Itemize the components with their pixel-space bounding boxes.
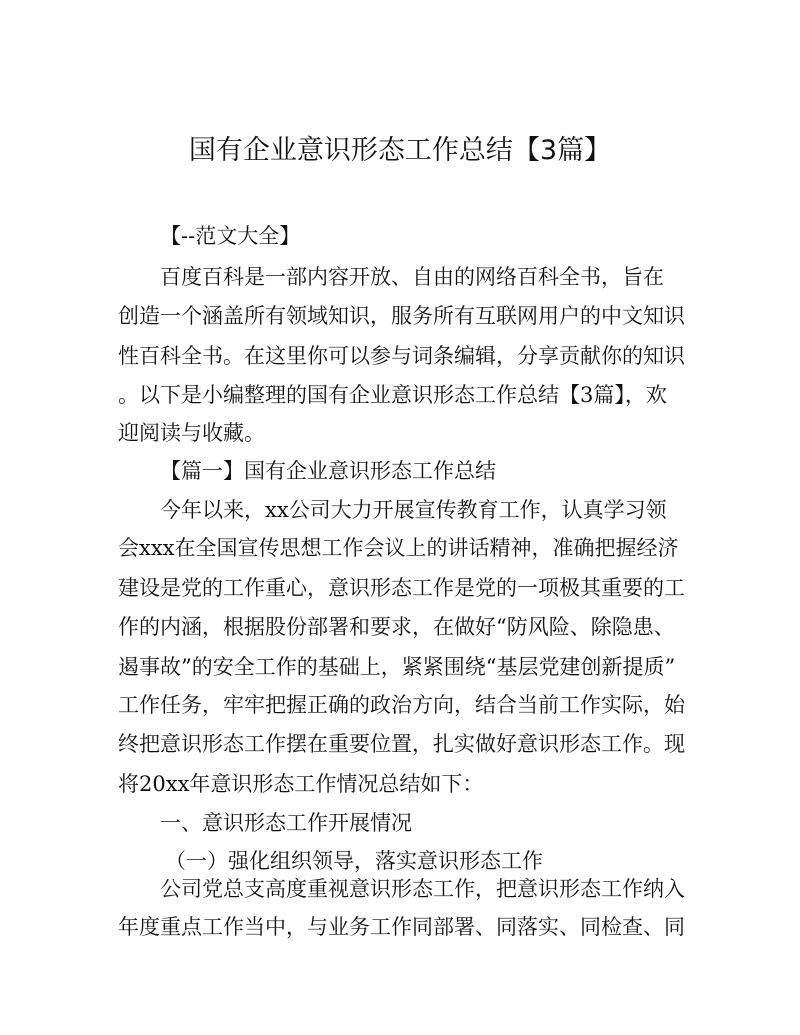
section-heading: 【篇一】国有企业意识形态工作总结 — [160, 459, 496, 483]
body-paragraph-line: 建设是党的工作重心，意识形态工作是党的一项极其重要的工 — [118, 576, 685, 600]
body-paragraph-line: 今年以来，xx公司大力开展宣传教育工作，认真学习领 — [160, 498, 667, 522]
body-paragraph-line: 年度重点工作当中，与业务工作同部署、同落实、同检查、同 — [118, 915, 685, 939]
intro-paragraph-line: 创造一个涵盖所有领域知识，服务所有互联网用户的中文知识 — [118, 304, 685, 328]
subsection-heading: （一）强化组织领导，落实意识形态工作 — [165, 849, 543, 873]
body-paragraph-line: 会xxx在全国宣传思想工作会议上的讲话精神，准确把握经济 — [118, 536, 679, 560]
document-title: 国有企业意识形态工作总结【3篇】 — [188, 135, 612, 166]
intro-paragraph-line: 百度百科是一部内容开放、自由的网络百科全书，旨在 — [160, 265, 664, 289]
category-tag: 【--范文大全】 — [160, 224, 301, 248]
body-paragraph-line: 工作任务，牢牢把握正确的政治方向，结合当前工作实际，始 — [118, 693, 685, 717]
intro-paragraph-line: 迎阅读与收藏。 — [118, 421, 265, 445]
body-paragraph-line: 终把意识形态工作摆在重要位置，扎实做好意识形态工作。现 — [118, 732, 685, 756]
intro-paragraph-line: 。以下是小编整理的国有企业意识形态工作总结【3篇】，欢 — [118, 383, 667, 407]
body-paragraph-line: 公司党总支高度重视意识形态工作，把意识形态工作纳入 — [160, 877, 685, 901]
intro-paragraph-line: 性百科全书。在这里你可以参与词条编辑，分享贡献你的知识 — [118, 344, 685, 368]
body-paragraph-line: 遏事故”的安全工作的基础上，紧紧围绕“基层党建创新提质” — [118, 655, 676, 679]
body-paragraph-line: 作的内涵，根据股份部署和要求，在做好“防风险、除隐患、 — [118, 615, 675, 639]
body-paragraph-line: 将20xx年意识形态工作情况总结如下： — [118, 772, 484, 796]
subsection-heading: 一、意识形态工作开展情况 — [160, 811, 412, 835]
